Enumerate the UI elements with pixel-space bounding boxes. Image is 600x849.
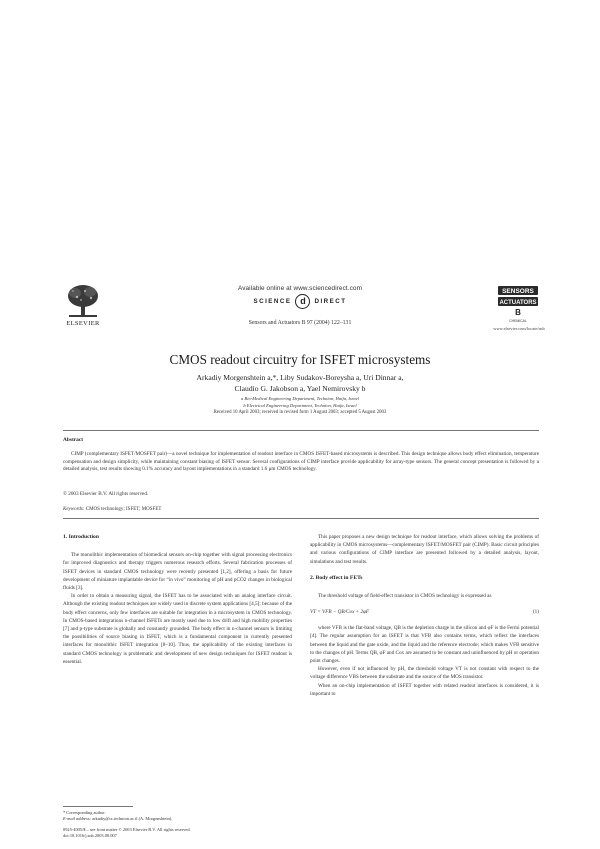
intro-paragraph-1: The monolithic implementation of biomedical sensors on-chip together with signal processing electronics for improved diagnostics and therapy triggers numerous research efforts. Several fabrication processes of ISFET devices in standard CMOS technology were recently presented [1,2], offering a basis for future development of miniature implantable device for “in vivo” monitoring of pH and pCO2 changes in biological fluids [3]. (63, 552, 292, 592)
keywords-list: CMOS technology; ISFET; MOSFET (85, 507, 162, 512)
intro-paragraph-2: In order to obtain a measuring signal, the ISFET has to be associated with an analog interface circuit. Although the existing readout techniques are widely used in discrete system applications [4,5]; because of the body effect concerns, only few interfaces are suitable for integration in a microsystem in CMOS technology. In CMOS-based integrations n-channel ISFETs are mostly used due to low drift and high mobility properties [7] and p-type substrate is globally and constantly grounded. The body effect in n-channel sensors is limiting the possibilities of source biasing in ISFET, which is a fundamental component in currently presented interfaces for monolithic ISFET integration [8–10]. Thus, the applicability of the existing interfaces in standard CMOS technology is problematic and development of new design techniques for ISFET readout is essential. (63, 593, 292, 665)
section-heading-introduction: 1. Introduction (63, 534, 99, 540)
affiliations (150, 396, 450, 409)
sciencedirect-mark: d (295, 294, 310, 309)
journal-url[interactable]: www.elsevier.com/locate/snb (493, 326, 545, 331)
author-list (110, 372, 490, 394)
received-dates: Received 10 April 2003; received in revised form 1 August 2003; accepted 5 August 2003 (213, 410, 387, 415)
sensors-actuators-logo (496, 283, 540, 325)
svg-text:SENSORS: SENSORS (502, 288, 534, 295)
available-online-text: Available online at www.sciencedirect.com (237, 285, 363, 292)
corresponding-author-note: * Corresponding author. (63, 810, 106, 815)
article-title: CMOS readout circuitry for ISFET microsystems (169, 352, 431, 367)
keywords (63, 507, 161, 512)
copyright-notice: © 2003 Elsevier B.V. All rights reserved. (63, 491, 149, 497)
footnote-rule (63, 806, 133, 807)
left-column (63, 533, 292, 666)
equation: VT = VFB − QB/Cox + 2φF (310, 609, 370, 616)
email-footnote (63, 816, 303, 822)
issn-line: 0925-4005/$ – see front matter © 2003 Elsevier B.V. All rights reserved. (63, 827, 191, 832)
authors-line-2: Claudio G. Jakobson a, Yael Nemirovsky b (234, 384, 366, 393)
svg-text:ACTUATORS: ACTUATORS (499, 300, 537, 306)
equation-number: (1) (532, 609, 539, 616)
affiliation-a: a Bio-Medical Engineering Department, Technion, Haifa, Israel (240, 396, 360, 401)
elsevier-wordmark: ELSEVIER (66, 320, 100, 327)
right-paragraph-4: However, even if not influenced by pH, the threshold voltage VT is not constant with respect to the voltage difference VBS between the substrate and the source of the MOS transistor. (310, 666, 539, 681)
doi-line[interactable]: doi:10.1016/j.snb.2003.08.007 (63, 833, 117, 838)
right-column (310, 533, 539, 698)
right-paragraph-3: where VFB is the flat-band voltage, QB is the depletion charge in the silicon and φF is the Fermi potential [4]. The regular assumption for an ISFET is that VFB also contains terms, which reflect the interfaces between the liquid and the gate oxide, and the liquid and the reference electrode; which makes VFB sensitive to the changes of pH. Terms QB, φF and Cox are assumed to be constant and uninfluenced by pH or operation point changes. (310, 625, 539, 665)
right-paragraph-1: This paper proposes a new design technique for readout interface, which allows solving the problems of applicability in CMOS microsystems—complementary ISFET/MOSFET pair (CIMP). Basic circuit principles and various configurations of CIMP interface are presented followed by a detailed analysis, layout, simulations and test results. (310, 534, 539, 565)
journal-citation: Sensors and Actuators B 97 (2004) 122–131 (248, 320, 352, 326)
keywords-label: Keywords: (63, 507, 85, 512)
authors-line-1: Arkadiy Morgenshtein a,*, Liby Sudakov-Boreysha a, Uri Dinnar a, (196, 373, 404, 382)
svg-text:B: B (515, 308, 521, 317)
sciencedirect-right: DIRECT (314, 297, 347, 305)
right-paragraph-2: The threshold voltage of field-effect transistor in CMOS technology is expressed as (318, 593, 492, 600)
divider-bottom (63, 518, 539, 519)
affiliation-b: b Electrical Engineering Department, Technion, Haifa, Israel (243, 402, 357, 408)
equation-block (310, 600, 539, 624)
divider-top (63, 430, 539, 431)
sciencedirect-logo (190, 293, 410, 309)
abstract-text: CIMP (complementary ISFET/MOSFET pair)—a novel technique for implementation of readout interface in CMOS ISFET-based microsystems is described. This design technique allows body effect elimination, temperature compensation and design simplicity, while maintaining constant biasing of ISFET sensor. Several configurations of CIMP interface provide applicability for array-type sensors. The general concept presentation is followed by a detailed analysis, test results showing 0.1% accuracy and layout implementations in a standard 1.6 μm CMOS technology. (63, 451, 539, 472)
sciencedirect-left: SCIENCE (253, 297, 292, 305)
abstract-heading: Abstract (63, 437, 84, 443)
svg-text:CHEMICAL: CHEMICAL (509, 319, 527, 323)
email-label: E-mail address: (63, 816, 92, 821)
section-heading-body-effect: 2. Body effect in FETs (310, 574, 363, 581)
right-paragraph-5: When an on-chip implementation of ISFET together with related readout interfaces is considered, it is important to (310, 682, 539, 697)
email-address[interactable]: arkadiy@tx.technion.ac.il (A. Morgenshtein). (92, 816, 173, 821)
